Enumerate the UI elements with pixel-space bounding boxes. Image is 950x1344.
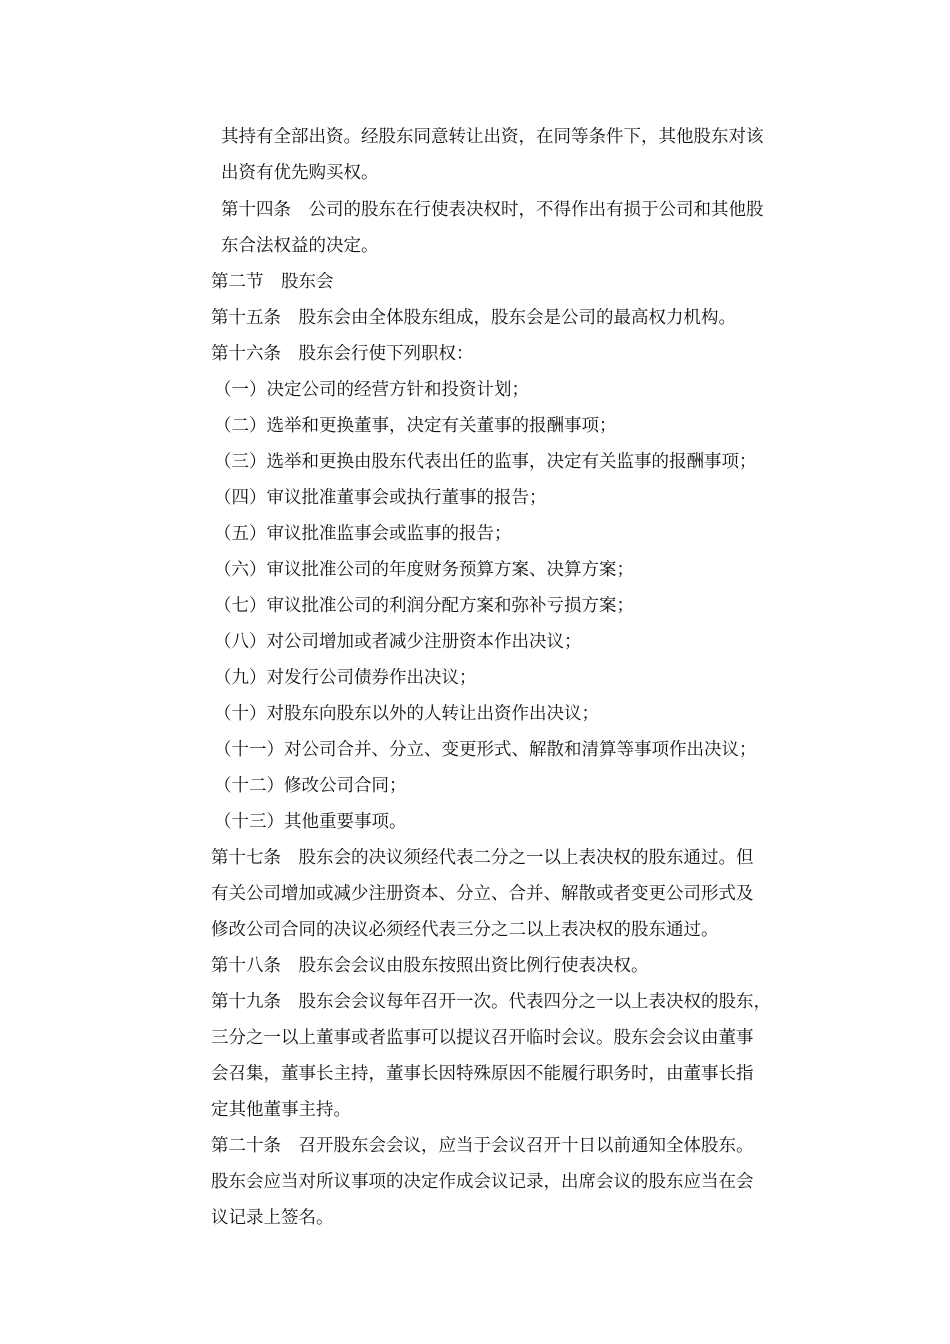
article-17-line: 第十七条 股东会的决议须经代表二分之一以上表决权的股东通过。但 — [211, 848, 754, 868]
list-item: （十二）修改公司合同； — [214, 776, 407, 796]
list-item: （一）决定公司的经营方针和投资计划； — [214, 380, 529, 400]
paragraph-line: 定其他董事主持。 — [211, 1100, 351, 1120]
paragraph-line: 出资有优先购买权。 — [221, 163, 379, 183]
list-item: （十）对股东向股东以外的人转让出资作出决议； — [214, 704, 599, 724]
paragraph-line: 议记录上签名。 — [211, 1208, 334, 1228]
list-item: （二）选举和更换董事，决定有关董事的报酬事项； — [214, 416, 617, 436]
list-item: （四）审议批准董事会或执行董事的报告； — [214, 488, 547, 508]
list-item: （五）审议批准监事会或监事的报告； — [214, 524, 512, 544]
list-item: （六）审议批准公司的年度财务预算方案、决算方案； — [214, 560, 634, 580]
article-14-line: 第十四条 公司的股东在行使表决权时，不得作出有损于公司和其他股 — [221, 200, 764, 220]
paragraph-line: 三分之一以上董事或者监事可以提议召开临时会议。股东会会议由董事 — [211, 1028, 754, 1048]
paragraph-line: 有关公司增加或减少注册资本、分立、合并、解散或者变更公司形式及 — [211, 884, 754, 904]
article-19-line: 第十九条 股东会会议每年召开一次。代表四分之一以上表决权的股东， — [211, 992, 771, 1012]
paragraph-line: 东合法权益的决定。 — [221, 236, 379, 256]
section-heading: 第二节 股东会 — [211, 272, 334, 292]
article-15-line: 第十五条 股东会由全体股东组成，股东会是公司的最高权力机构。 — [211, 308, 736, 328]
paragraph-line: 修改公司合同的决议必须经代表三分之二以上表决权的股东通过。 — [211, 920, 719, 940]
paragraph-line: 其持有全部出资。经股东同意转让出资，在同等条件下，其他股东对该 — [221, 127, 764, 147]
paragraph-line: 股东会应当对所议事项的决定作成会议记录，出席会议的股东应当在会 — [211, 1172, 754, 1192]
article-18-line: 第十八条 股东会会议由股东按照出资比例行使表决权。 — [211, 956, 649, 976]
list-item: （九）对发行公司债券作出决议； — [214, 668, 477, 688]
article-20-line: 第二十条 召开股东会会议，应当于会议召开十日以前通知全体股东。 — [211, 1136, 754, 1156]
list-item: （十一）对公司合并、分立、变更形式、解散和清算等事项作出决议； — [214, 740, 757, 760]
paragraph-line: 会召集，董事长主持，董事长因特殊原因不能履行职务时，由董事长指 — [211, 1064, 754, 1084]
list-item: （八）对公司增加或者减少注册资本作出决议； — [214, 632, 582, 652]
list-item: （三）选举和更换由股东代表出任的监事，决定有关监事的报酬事项； — [214, 452, 757, 472]
list-item: （十三）其他重要事项。 — [214, 812, 407, 832]
list-item: （七）审议批准公司的利润分配方案和弥补亏损方案； — [214, 596, 634, 616]
article-16-line: 第十六条 股东会行使下列职权： — [211, 344, 474, 364]
